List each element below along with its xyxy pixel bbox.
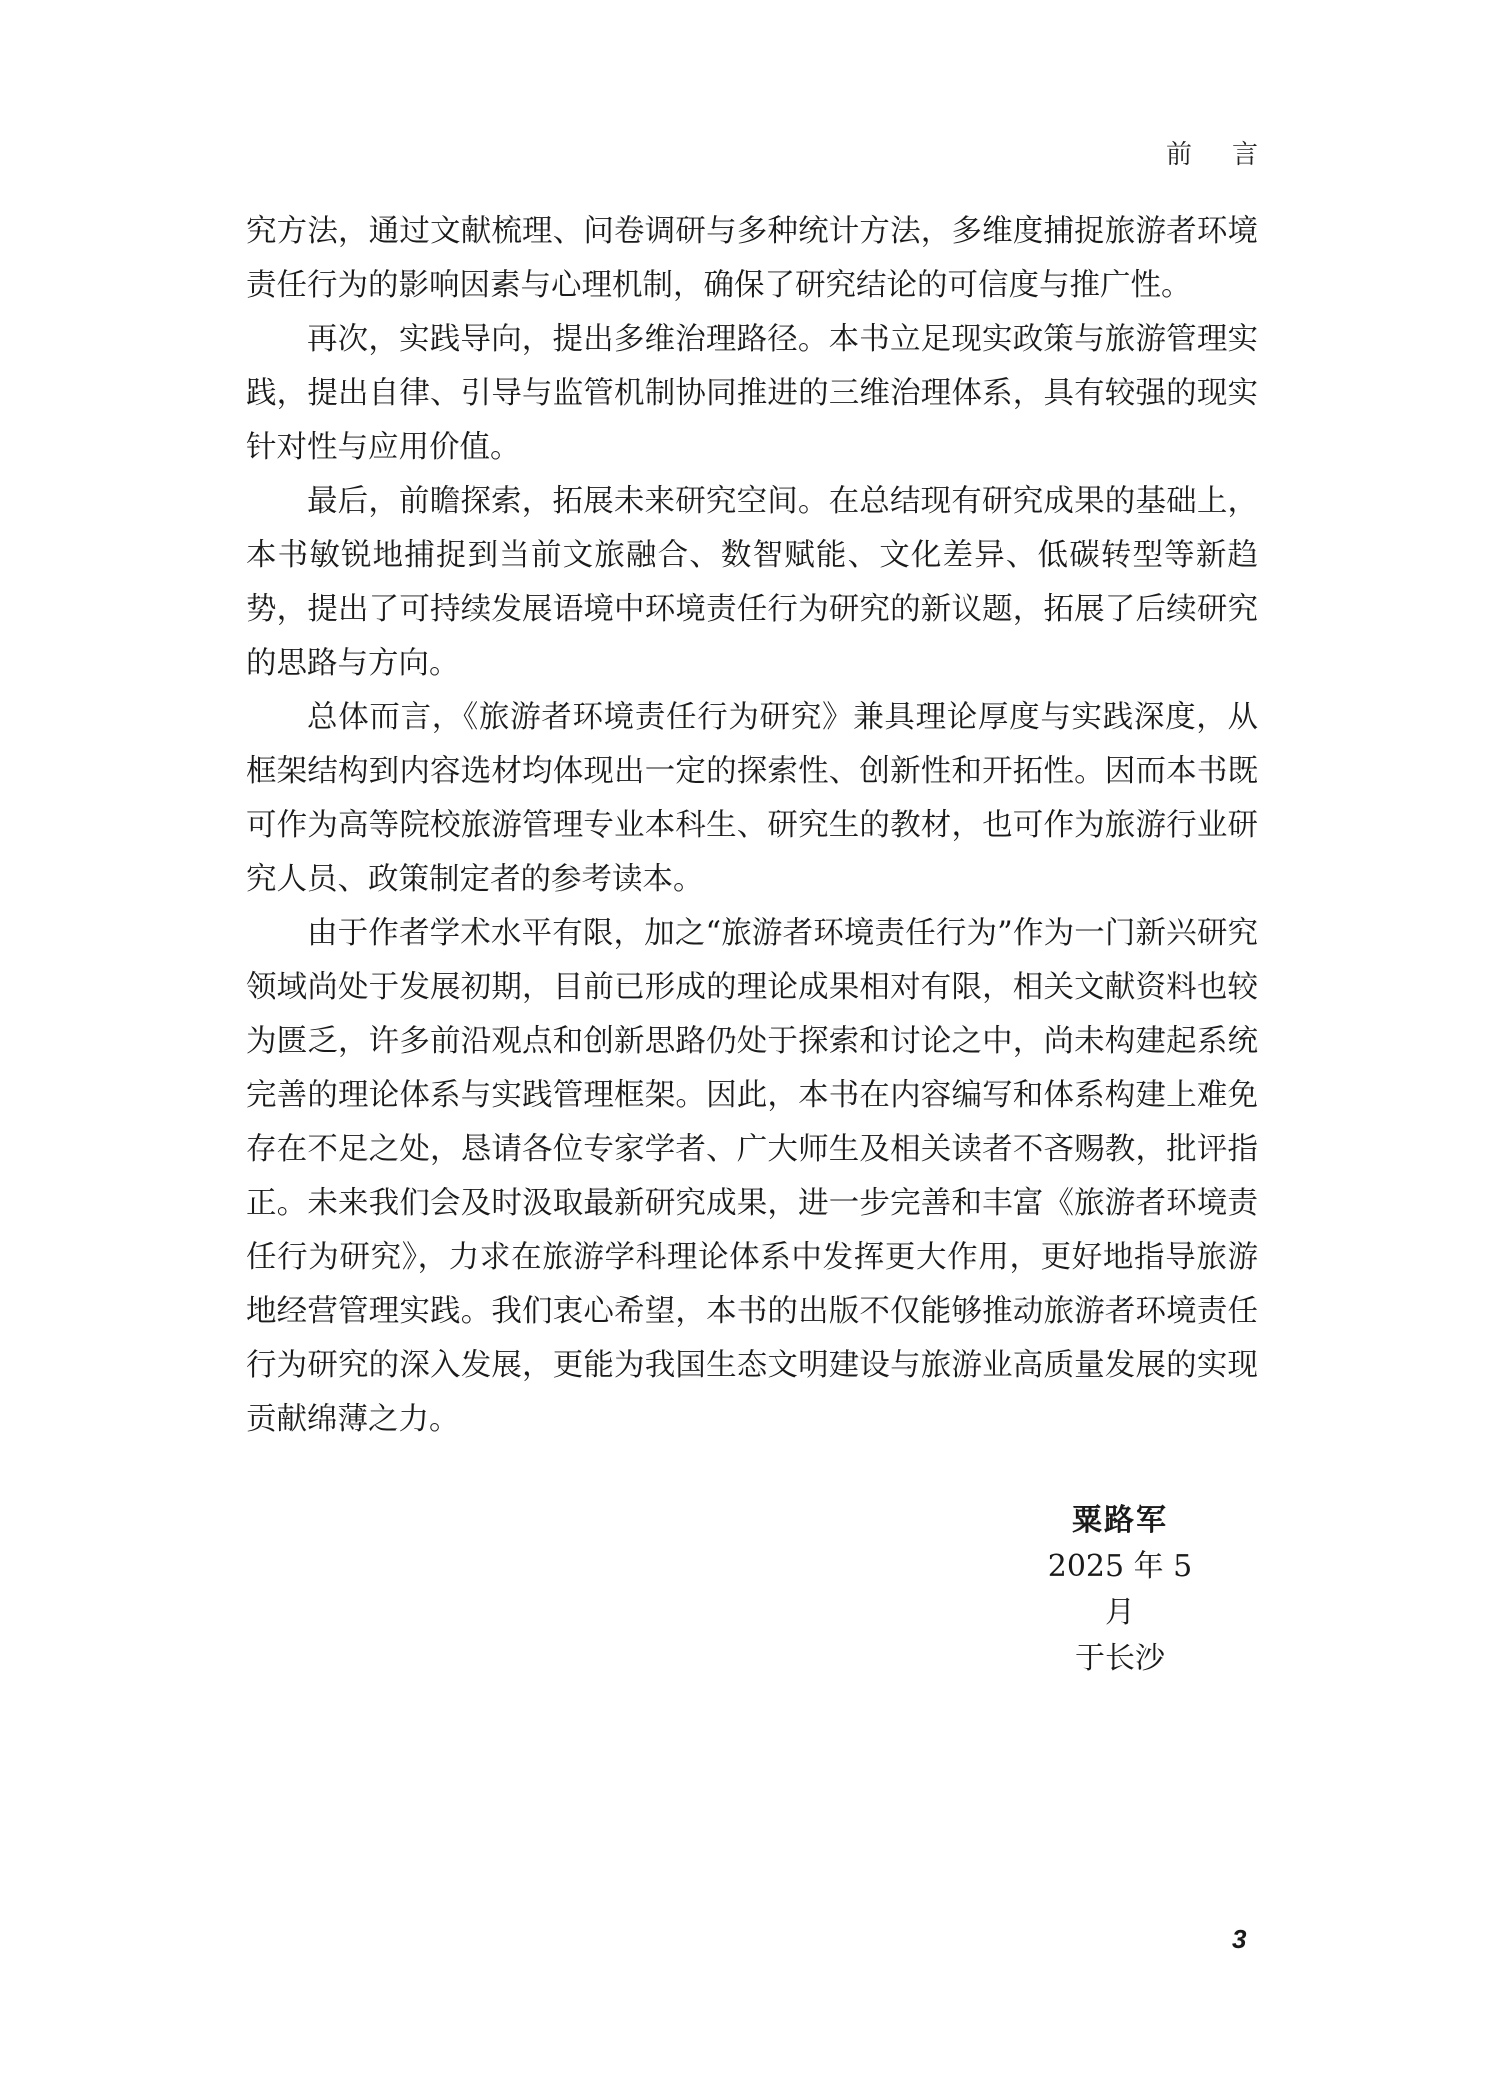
paragraph-continued: 究方法，通过文献梳理、问卷调研与多种统计方法，多维度捕捉旅游者环境责任行为的影响因素与心理机制，确保了研究结论的可信度与推广性。 <box>246 214 1258 303</box>
paragraph-forward-exploration: 最后，前瞻探索，拓展未来研究空间。在总结现有研究成果的基础上，本书敏锐地捕捉到当前文旅融合、数智赋能、文化差异、低碳转型等新趋势，提出了可持续发展语境中环境责任行为研究的新议题，拓展了后续研究的思路与方向。 <box>246 484 1258 681</box>
paragraph-limitations: 由于作者学术水平有限，加之“旅游者环境责任行为”作为一门新兴研究领域尚处于发展初期，目前已形成的理论成果相对有限，相关文献资料也较为匮乏，许多前沿观点和创新思路仍处于探索和讨论之中，尚未构建起系统完善的理论体系与实践管理框架。因此，本书在内容编写和体系构建上难免存在不足之处，恳请各位专家学者、广大师生及相关读者不吝赐教，批评指正。未来我们会及时汲取最新研究成果，进一步完善和丰富《旅游者环境责任行为研究》，力求在旅游学科理论体系中发挥更大作用，更好地指导旅游地经营管理实践。我们衷心希望，本书的出版不仅能够推动旅游者环境责任行为研究的深入发展，更能为我国生态文明建设与旅游业高质量发展的实现贡献绵薄之力。 <box>246 916 1258 1437</box>
paragraph-practice-orientation: 再次，实践导向，提出多维治理路径。本书立足现实政策与旅游管理实践，提出自律、引导与监管机制协同推进的三维治理体系，具有较强的现实针对性与应用价值。 <box>246 322 1258 465</box>
running-head-title: 前言 <box>1165 140 1298 170</box>
author-name: 粟路军 <box>1072 1503 1168 1538</box>
preface-body <box>246 205 1258 1447</box>
page-number: 3 <box>1232 1924 1247 1954</box>
signature-block <box>1030 1498 1210 1682</box>
signature-place: 于长沙 <box>1075 1641 1165 1676</box>
signature-date: 2025 年 5 月 <box>1047 1549 1193 1630</box>
paragraph-overall-summary: 总体而言，《旅游者环境责任行为研究》兼具理论厚度与实践深度，从框架结构到内容选材均体现出一定的探索性、创新性和开拓性。因而本书既可作为高等院校旅游管理专业本科生、研究生的教材，也可作为旅游行业研究人员、政策制定者的参考读本。 <box>246 700 1258 897</box>
